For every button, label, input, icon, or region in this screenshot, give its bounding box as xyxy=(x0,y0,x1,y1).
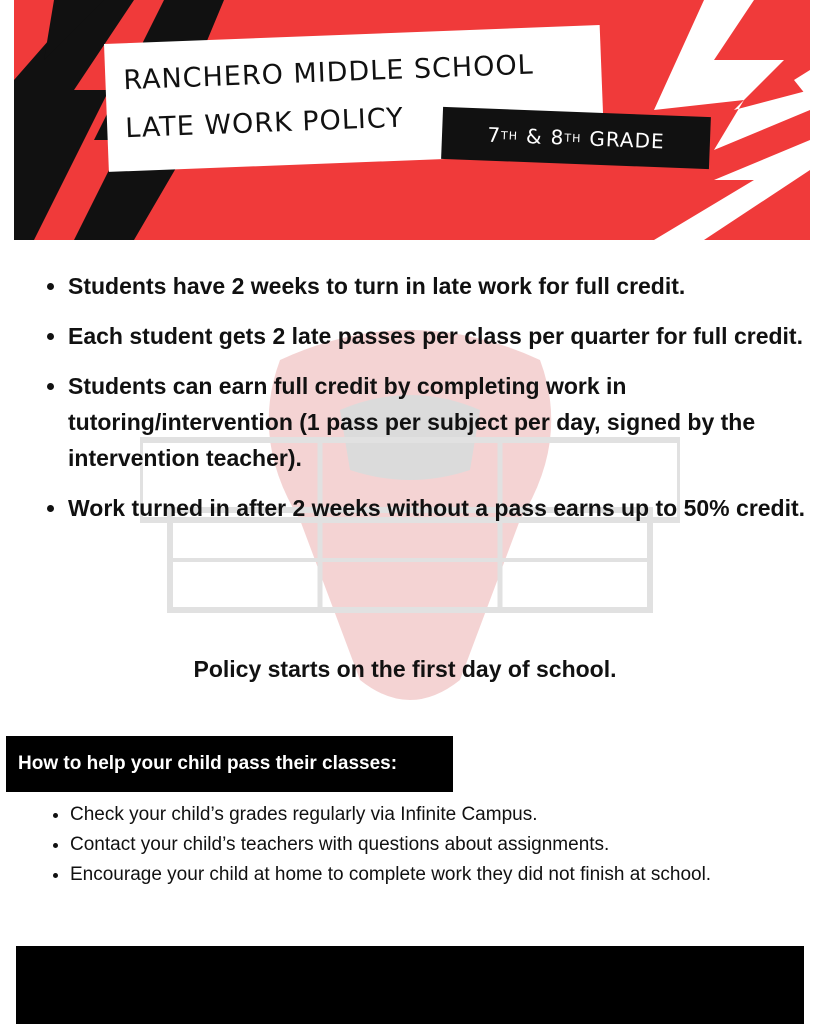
policy-list xyxy=(40,268,819,540)
policy-item: • Each student gets 2 late passes per class per quarter for full credit. xyxy=(68,318,819,354)
policy-start-note: Policy starts on the first day of school. xyxy=(193,656,617,682)
grade-7: 7 xyxy=(486,122,502,148)
grade-amp: & xyxy=(525,124,544,149)
grade-8: 8 xyxy=(550,125,565,150)
tip-item: • Check your child’s grades regularly via Infinite Campus. xyxy=(70,800,790,830)
help-tips-list xyxy=(48,800,790,890)
grade-label xyxy=(441,107,711,169)
grade-7-suffix: TH xyxy=(500,128,519,143)
tip-item: • Encourage your child at home to complete work they did not finish at school. xyxy=(70,860,790,890)
tip-item: • Contact your child’s teachers with questions about assignments. xyxy=(70,830,790,860)
policy-item: • Students have 2 weeks to turn in late work for full credit. xyxy=(68,268,819,304)
grade-word: GRADE xyxy=(588,126,666,154)
policy-item: • Work turned in after 2 weeks without a pass earns up to 50% credit. xyxy=(68,490,819,526)
school-name: RANCHERO MIDDLE SCHOOL xyxy=(122,49,535,97)
footer-bar xyxy=(16,946,804,1024)
grade-8-suffix: TH xyxy=(564,131,582,145)
policy-item: • Students can earn full credit by completing work in tutoring/intervention (1 pass per subject per day, signed by the intervention teacher). xyxy=(68,368,819,476)
policy-title: LATE WORK POLICY xyxy=(124,102,405,145)
help-heading: How to help your child pass their classes: xyxy=(6,736,453,792)
